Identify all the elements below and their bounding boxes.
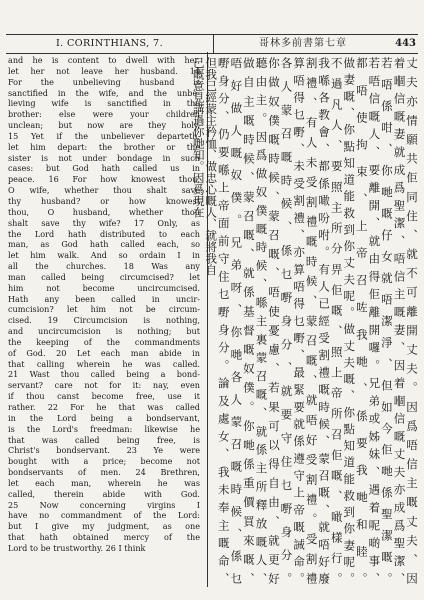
english-text-line: and he is content to dwell with her, [8,55,200,65]
running-header [6,34,418,54]
chinese-text-column [191,57,419,584]
english-text-line: if thou canst become free, use it [8,391,200,402]
english-text-line: Lord to be trustworthy. 26 I think [8,542,146,553]
chinese-text-column-line: 割禮、有人未受割禮嘅時候、蒙召嘅、就唔好受割禮。受割禮 [304,57,319,584]
english-text-line: 15 Yet if the unbeliever departeth, [8,130,200,141]
chinese-text-column-line: 若唔信嘅人、要離開、就由得佢離開囉。兄弟或姊妹、遇着呢啲事、 [367,57,382,584]
english-text-line: shalt save thy wife? 17 Only, as [8,217,200,228]
chinese-text-column-line: 唔好做人嘅奴僕。兄弟呀、你哋各人蒙召嘅時候、係乜 [229,57,244,584]
english-text-line: lieving wife is sanctified in the [8,98,200,109]
english-text-line: bought with a price; become not [8,456,200,467]
chinese-text-column-line: 做妻嘅、你點知道能救到你丈夫呢。做丈夫嘅、你點知道能救到你妻呢。 [342,57,357,584]
english-text-line: unclean; but now are they holy. [8,120,200,131]
english-text-line: servant? care not for it: nay, even [8,380,200,391]
chinese-text-column-line: 但我已經蒙主矜恤、做忠心嘅人、就將我自 [204,57,219,276]
english-text-line: the keeping of the commandments [8,336,200,347]
chinese-text-column-line: 丈夫亦情願共佢同住、就不可離開丈夫。因爲唔信主嘅丈夫、因 [405,57,419,584]
chinese-text-column-line: 我喺各教會、都係噉吩咐。有人已經受割禮嘅時候、蒙召嘅、就唔好廢 [317,57,332,584]
english-text-line: the Lord hath distributed to each [8,228,200,239]
english-text-line: let him depart: the brother or the [8,141,200,152]
chinese-text-column-line: 若唔係咁、你哋嘅仔女就唔潔淨、但如今佢哋係聖潔嘅。 [379,57,394,584]
chinese-text-column-line: 己嘅意見講過你哋知。因爲現在 [191,57,206,218]
header-english-title: I. CORINTHIANS, 7. [6,35,214,53]
english-text-line: Christ's bondservant. 23 Ye were [8,445,200,456]
english-text-line: For the unbelieving husband is [8,76,200,87]
english-text-line: rather. 22 For he that was called [8,402,200,412]
english-text-line: let each man, wherein he was [8,477,200,488]
chinese-text-column-line: 不過凡人、要照主所分畀佢嘅、照上帝所召佢嘅、噉樣行。 [329,57,344,584]
chinese-text-column-line: 嘢身分、仍要喺上帝面前守住乜嘢身分。論及處女、我未奉主嘅命、 [216,57,231,584]
page-number: 443 [395,38,416,49]
chinese-text-column-line: 你做奴僕嘅時候、蒙召嘅、唔使憂慮、若果可以得自由、就更好 [266,57,281,584]
english-text-line: Hath any been called in uncir- [8,293,200,304]
chinese-text-column-line: 各人蒙召嘅時候、係乜嘢身分、就要守住乜嘢身分。 [279,57,294,584]
english-text-line: sister is not under bondage in such [8,152,200,163]
english-text-line: sanctified in the wife, and the unbe- [8,87,200,98]
english-text-line: have no commandment of the Lord: [8,510,200,521]
english-text-line: thou, O husband, whether thou [8,206,200,217]
chinese-text-column-line: 着嗰信嘅妻就成爲聖潔、唔信主嘅妻、因着嗰信嘅丈夫亦成爲聖潔、 [392,57,407,584]
chinese-text-column-line: 都唔使拘束、上帝召咗我哋、係要我哋和睦。 [354,57,369,584]
english-text-line: but I give my judgment, as one [8,521,200,532]
english-text-line: him not become uncircumcised. [8,282,200,293]
english-text-line: 25 Now concerning virgins I [8,499,200,510]
english-text-line: and uncircumcision is nothing; but [8,326,200,337]
english-text-line: brother: else were your children [8,109,200,120]
english-text-line: in the Lord being a bondservant, [8,412,200,423]
english-text-line: that was called being free, is [8,434,200,445]
english-text-line: called, therein abide with God. [8,488,200,499]
english-text-line: all the churches. 18 Was any [8,261,200,272]
english-text-line: cases: but God hath called us in [8,163,200,174]
english-text-line: that hath obtained mercy of the [8,532,200,543]
english-text-line: cised. 19 Circumcision is nothing, [8,315,200,326]
english-text-column [8,55,200,585]
english-text-line: let her not leave her husband. 14 [8,65,200,76]
chinese-text-column-line: 做自主嘅時候、蒙召嘅、就係基督嘅奴僕。你哋係重價買來嘅、 [241,57,256,584]
chinese-text-column-line: 算唔得乜嘢、未受割禮、亦算唔得乜嘢、最緊要就係遵守上帝嘅誡命。 [292,57,307,584]
english-text-line: of God. 20 Let each man abide in [8,347,200,358]
english-text-line: O wife, whether thou shalt save [8,185,200,196]
english-text-line: cumcision? let him not be circum- [8,304,200,315]
english-text-line: that calling wherein he was called. [8,358,200,369]
english-text-line: let him walk. And so ordain I in [8,250,200,261]
chinese-text-column-line: 聽由主。因爲做奴僕嘅時候、喺主裏蒙召嘅、就係主所釋放嘅人、 [254,57,269,584]
english-text-line: man, as God hath called each, so [8,239,200,250]
english-text-line: peace. 16 For how knowest thou, [8,174,200,185]
header-chinese-title: 哥林多前書第七章 [259,38,347,49]
english-text-line: thy husband? or how knowest [8,195,200,206]
english-text-line: 21 Wast thou called being a bond- [8,369,200,380]
english-text-line: bondservants of men. 24 Brethren, [8,467,200,478]
english-text-line: is the Lord's freedman: likewise he [8,423,200,434]
english-text-line: man called being circumcised? let [8,271,200,282]
